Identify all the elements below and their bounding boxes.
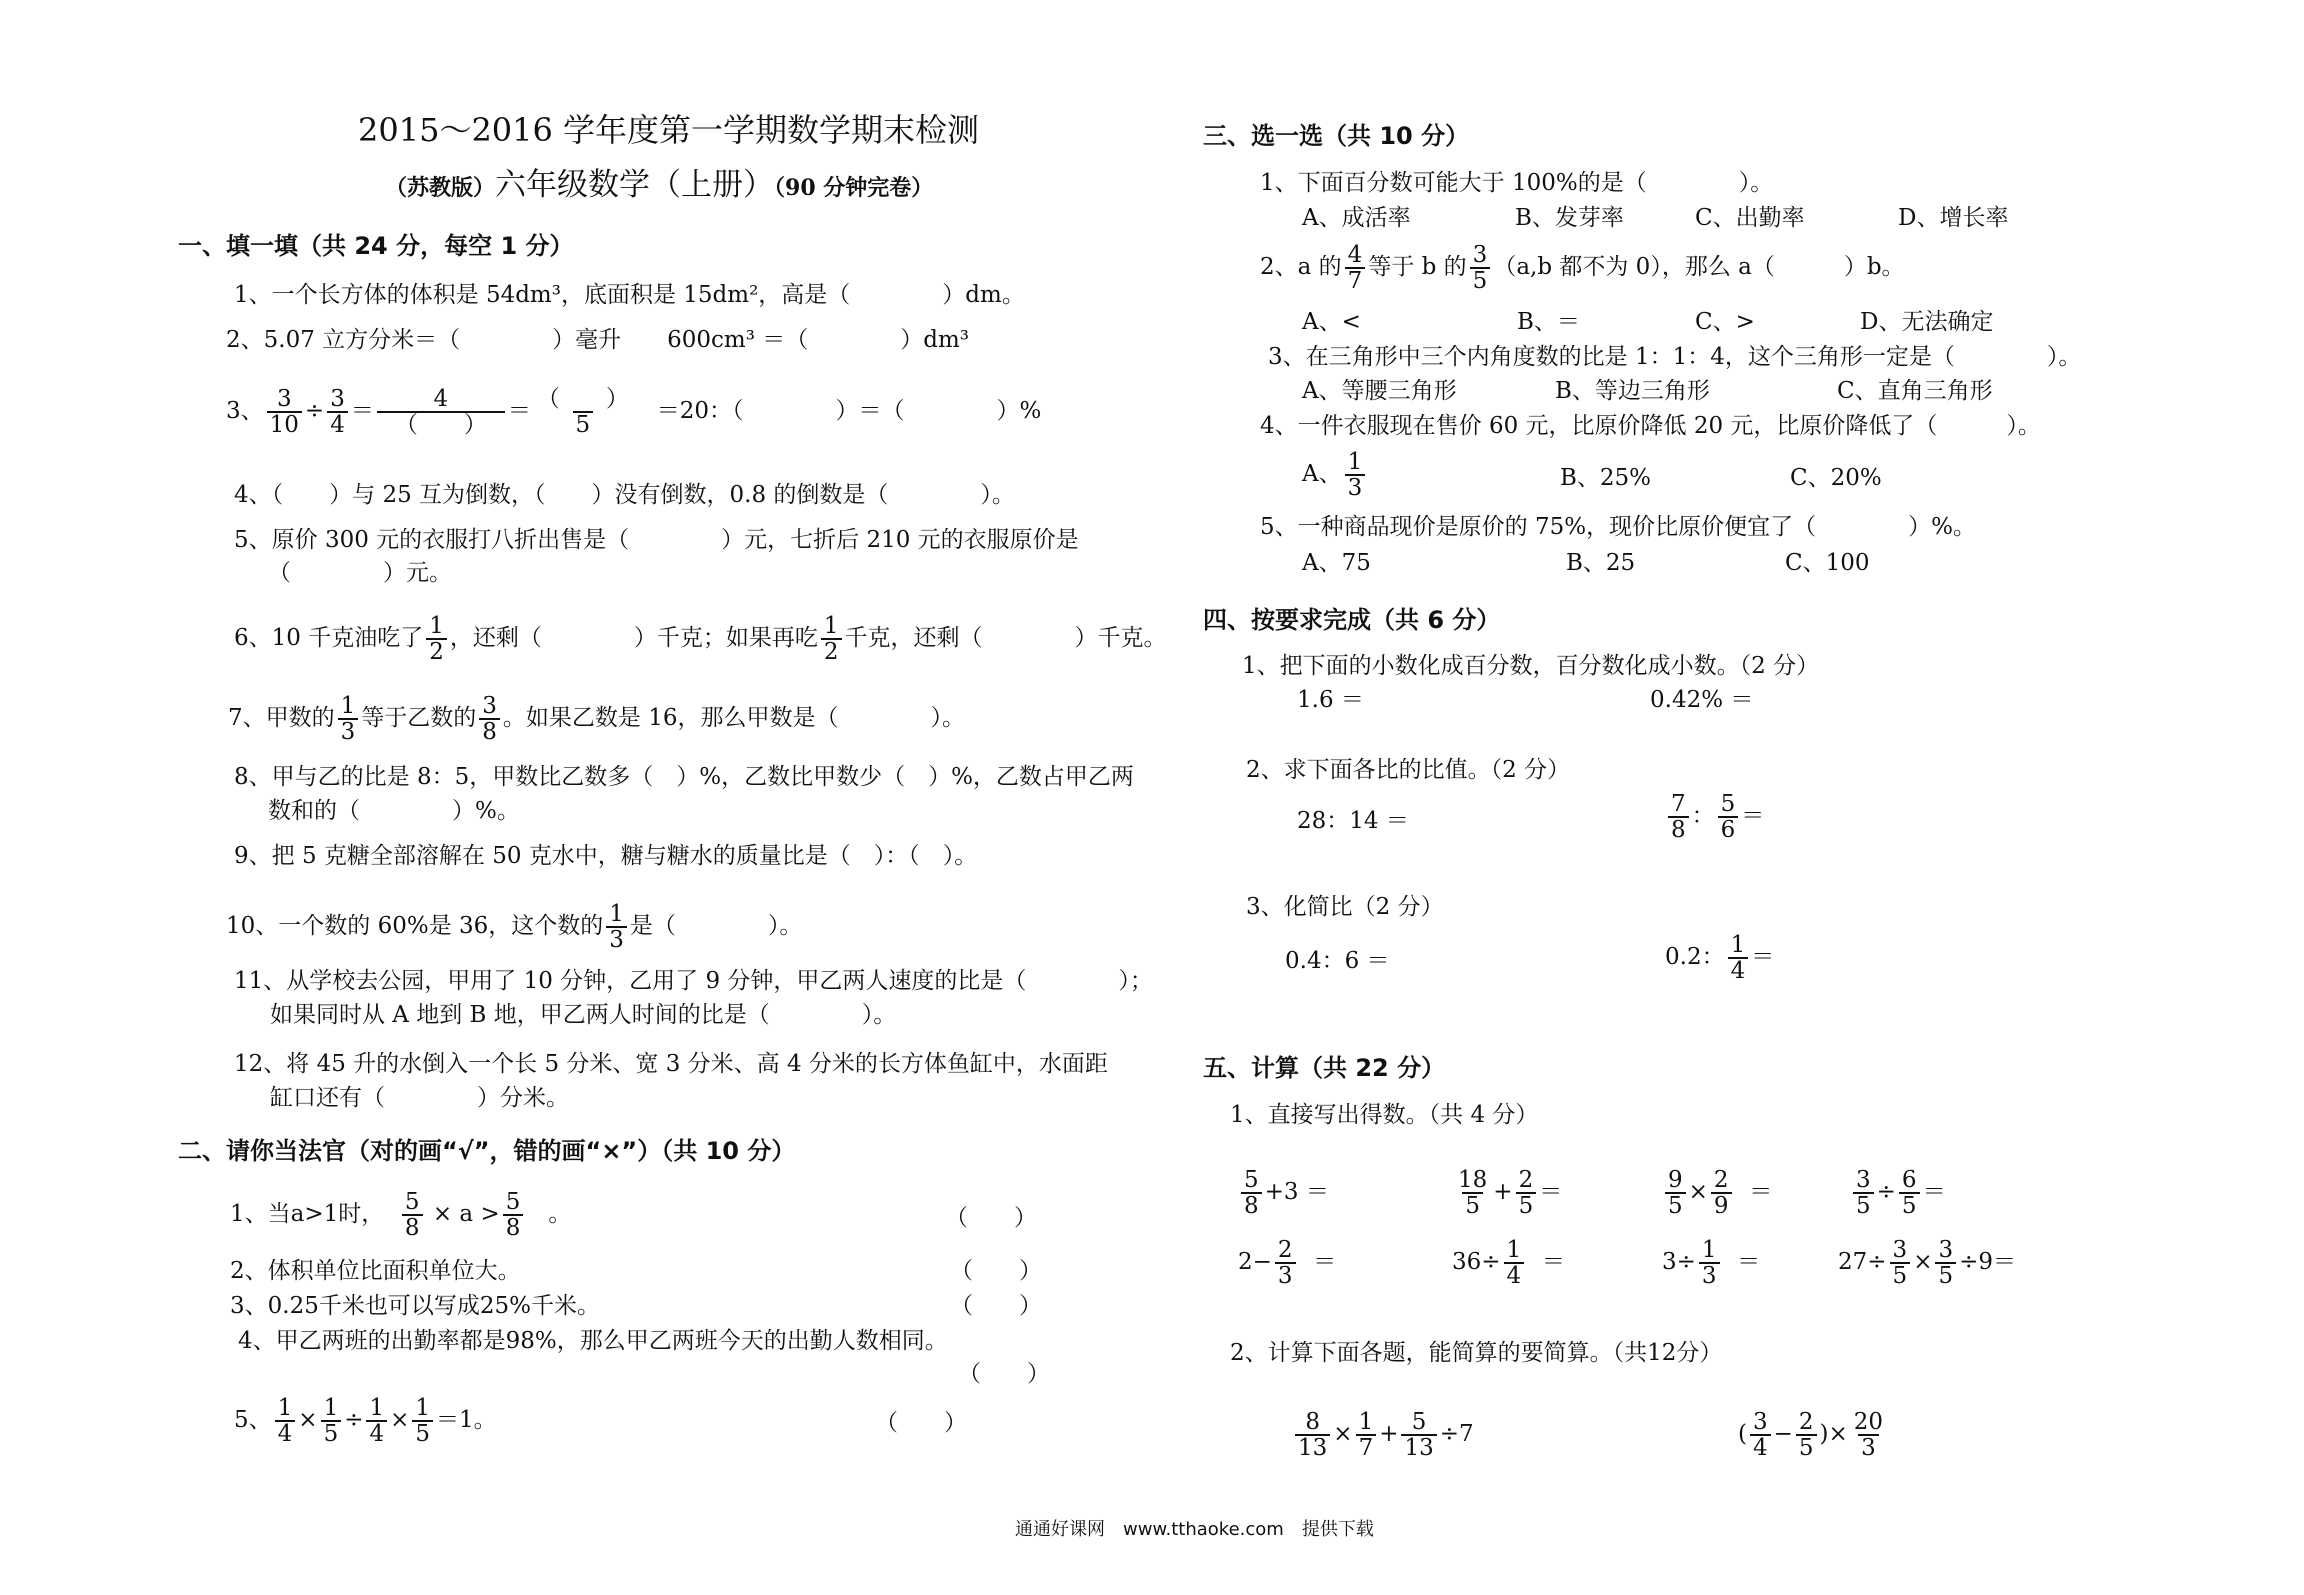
s5-q1: 1、直接写出得数。（共 4 分） xyxy=(1230,1102,1539,1128)
s3-q1-option-a: A、成活率 xyxy=(1302,205,1411,231)
s2-q5: 5、 $\frac{1}{4}$ × $\frac{1}{5}$ ÷ $\frac{1}{4}$ × $\frac{1}{5}$ ＝1。 xyxy=(234,1395,497,1448)
s2-q5-answer-bracket: （ ） xyxy=(875,1410,967,1436)
s3-q3: 3、在三角形中三个内角度数的比是 1：1：4，这个三角形一定是（ ）。 xyxy=(1268,344,2082,370)
s3-q1-option-b: B、发芽率 xyxy=(1515,205,1624,231)
s1-q8-line1: 8、甲与乙的比是 8：5，甲数比乙数多（ ）%，乙数比甲数少（ ）%，乙数占甲乙两 xyxy=(234,764,1134,790)
s4-q1: 1、把下面的小数化成百分数，百分数化成小数。（2 分） xyxy=(1242,653,1820,679)
s3-q1-option-c: C、出勤率 xyxy=(1695,205,1805,231)
s3-q1: 1、下面百分数可能大于 100%的是（ ）。 xyxy=(1260,170,1774,196)
s4-q2: 2、求下面各比的比值。（2 分） xyxy=(1246,757,1571,783)
s5-r2-e4: 27÷ $\frac{3}{5}$ × $\frac{3}{5}$ ÷9＝ xyxy=(1838,1237,2017,1290)
s3-q2-option-b: B、＝ xyxy=(1517,309,1580,335)
s1-q11-line1: 11、从学校去公园，甲用了 10 分钟，乙用了 9 分钟，甲乙两人速度的比是（ ）； xyxy=(234,968,1153,994)
s3-q5-option-b: B、25 xyxy=(1566,550,1636,576)
s1-q10: 10、一个数的 60%是 36，这个数的 $\frac{1}{3}$ 是（ ）。 xyxy=(226,901,803,954)
s5-r2-e2: 36÷ $\frac{1}{4}$ ＝ xyxy=(1452,1237,1565,1290)
s1-q12-line2: 缸口还有（ ）分米。 xyxy=(270,1085,569,1111)
section-3-heading: 三、选一选（共 10 分） xyxy=(1203,122,1470,150)
footer-credit: 通通好课网 www.tthaoke.com 提供下载 xyxy=(1015,1519,1374,1540)
s3-q3-option-b: B、等边三角形 xyxy=(1555,378,1710,404)
exam-subtitle xyxy=(385,168,933,204)
s3-q5-option-a: A、75 xyxy=(1302,550,1371,576)
s5-r2-e3: 3÷ $\frac{1}{3}$ ＝ xyxy=(1662,1237,1761,1290)
s3-q5-option-c: C、100 xyxy=(1785,550,1870,576)
s3-q4-option-c: C、20% xyxy=(1790,465,1882,491)
grade-label: 六年级数学（上册） xyxy=(495,167,775,203)
s3-q3-option-a: A、等腰三角形 xyxy=(1302,378,1457,404)
s2-q3: 3、0.25千米也可以写成25%千米。 xyxy=(230,1293,600,1319)
s1-q4: 4、（ ）与 25 互为倒数，（ ）没有倒数，0.8 的倒数是（ ）。 xyxy=(234,482,1015,508)
s3-q4-option-a: A、 $\frac{1}{3}$ xyxy=(1302,450,1368,500)
s1-q7: 7、甲数的 $\frac{1}{3}$ 等于乙数的 $\frac{3}{8}$ 。如果乙数是 16，那么甲数是（ ）。 xyxy=(228,693,965,746)
s4-q1-item-b: 0.42% ＝ xyxy=(1650,687,1754,713)
s5-r1-e2: $\frac{18}{5}$ + $\frac{2}{5}$ ＝ xyxy=(1458,1167,1563,1220)
edition-label: （苏教版） xyxy=(385,175,496,201)
s1-q6: 6、10 千克油吃了 $\frac{1}{2}$ ，还剩（ ）千克；如果再吃 $\frac{1}{2}$ 千克，还剩（ ）千克。 xyxy=(234,613,1167,666)
s1-q12-line1: 12、将 45 升的水倒入一个长 5 分米、宽 3 分米、高 4 分米的长方体鱼缸中，水面距 xyxy=(234,1051,1108,1077)
s4-q3: 3、化简比（2 分） xyxy=(1246,894,1444,920)
s3-q5: 5、一种商品现价是原价的 75%，现价比原价便宜了（ ）%。 xyxy=(1260,514,1976,540)
s3-q2-option-d: D、无法确定 xyxy=(1860,309,1994,335)
exam-title: 2015～2016 学年度第一学期数学期末检测 xyxy=(358,111,980,149)
s2-q1: 1、当a>1时， $\frac{5}{8}$ × a > $\frac{5}{8}$ 。 xyxy=(230,1189,572,1242)
s2-q4: 4、甲乙两班的出勤率都是98%，那么甲乙两班今天的出勤人数相同。 xyxy=(238,1328,948,1354)
s5-r1-e3: $\frac{9}{5}$ × $\frac{2}{9}$ ＝ xyxy=(1662,1168,1772,1218)
s2-q2: 2、体积单位比面积单位大。 xyxy=(230,1258,521,1284)
section-1-heading: 一、填一填（共 24 分，每空 1 分） xyxy=(178,232,574,260)
s5-r1-e4: $\frac{3}{5}$ ÷ $\frac{6}{5}$ ＝ xyxy=(1850,1168,1946,1218)
s5-r1-e1: $\frac{5}{8}$ +3 ＝ xyxy=(1238,1168,1329,1218)
s2-q3-answer-bracket: （ ） xyxy=(950,1293,1042,1319)
s2-q1-answer-bracket: （ ） xyxy=(945,1205,1037,1231)
s1-q11-line2: 如果同时从 A 地到 B 地，甲乙两人时间的比是（ ）。 xyxy=(270,1002,897,1028)
s5-q2: 2、计算下面各题，能简算的要简算。（共12分） xyxy=(1230,1340,1723,1366)
s3-q1-option-d: D、增长率 xyxy=(1898,205,2009,231)
s3-q4: 4、一件衣服现在售价 60 元，比原价降低 20 元，比原价降低了（ ）。 xyxy=(1260,413,2041,439)
s1-q5-line2: （ ）元。 xyxy=(268,560,452,586)
s1-q1: 1、一个长方体的体积是 54dm³，底面积是 15dm²，高是（ ）dm。 xyxy=(234,282,1025,308)
section-5-heading: 五、计算（共 22 分） xyxy=(1203,1054,1446,1082)
s3-q2: 2、a 的 $\frac{4}{7}$ 等于 b 的 $\frac{3}{5}$ （a,b 都不为 0），那么 a（ ）b。 xyxy=(1260,242,1905,295)
s1-q2: 2、5.07 立方分米＝（ ）毫升 600cm³ ＝（ ）dm³ xyxy=(226,327,970,353)
s1-q9: 9、把 5 克糖全部溶解在 50 克水中，糖与糖水的质量比是（ ）：（ ）。 xyxy=(234,843,978,869)
s3-q4-option-b: B、25% xyxy=(1560,465,1652,491)
time-label: （90 分钟完卷） xyxy=(774,175,934,201)
s1-q8-line2: 数和的（ ）%。 xyxy=(268,798,520,824)
s4-q2-item-b: $\frac{7}{8}$ ： $\frac{5}{6}$ ＝ xyxy=(1665,792,1764,842)
s4-q3-item-a: 0.4：6 ＝ xyxy=(1285,948,1390,974)
s3-q2-option-c: C、> xyxy=(1695,309,1755,335)
s2-q4-answer-bracket: （ ） xyxy=(958,1361,1050,1387)
s4-q3-item-b: 0.2： $\frac{1}{4}$ ＝ xyxy=(1665,932,1775,985)
s3-q3-option-c: C、直角三角形 xyxy=(1837,378,1993,404)
s2-q2-answer-bracket: （ ） xyxy=(950,1258,1042,1284)
s5-r2-e1: 2− $\frac{2}{3}$ ＝ xyxy=(1238,1237,1337,1290)
s3-q2-option-a: A、< xyxy=(1302,309,1361,335)
section-4-heading: 四、按要求完成（共 6 分） xyxy=(1203,606,1501,634)
s4-q2-item-a: 28：14 ＝ xyxy=(1297,808,1409,834)
s5-calc-2: ( $\frac{3}{4}$ − $\frac{2}{5}$ )× $\frac{20}{3}$ xyxy=(1738,1409,1884,1462)
section-2-heading: 二、请你当法官（对的画“√”，错的画“×”）（共 10 分） xyxy=(178,1137,796,1165)
s5-calc-1: $\frac{8}{13}$ × $\frac{1}{7}$ + $\frac{5}{13}$ ÷7 xyxy=(1292,1410,1474,1460)
s4-q1-item-a: 1.6 ＝ xyxy=(1297,687,1364,713)
s1-q5-line1: 5、原价 300 元的衣服打八折出售是（ ）元，七折后 210 元的衣服原价是 xyxy=(234,527,1079,553)
s1-q3: 3、 $\frac{3}{10}$ ÷ $\frac{3}{4}$ ＝ 4 （ ） ＝ （ ） 5 ＝20：（ ）＝（ ）% xyxy=(226,386,1042,439)
